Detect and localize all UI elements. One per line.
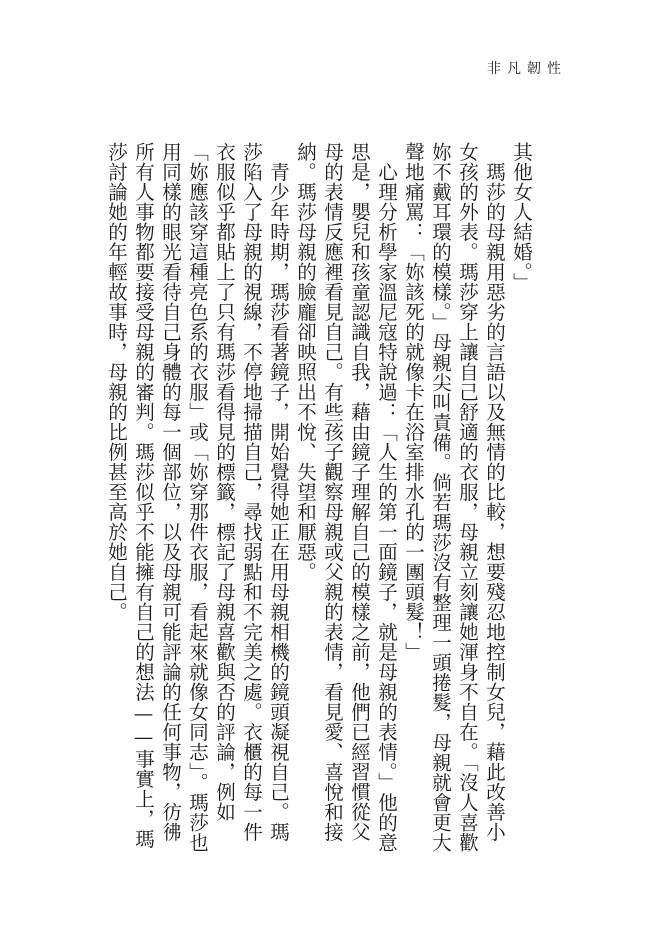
- paragraph-4: 青少年時期，瑪莎看著鏡子，開始覺得她正在用母親相機的鏡頭凝視自己。瑪莎陷入了母親的視線，不停地掃描自己，尋找弱點和不完美之處。衣櫃的每一件衣服似乎都貼上了只有瑪莎看得見的標籤，標記了母親喜歡與否的評論，例如「妳應該穿這種亮色系的衣服」或「妳穿那件衣服，看起來就像女同志」。瑪莎也用同樣的眼光看待自己身體的每一個部位，以及母親可能評論的任何事物，彷彿所有人事物都要接受母親的審判。瑪莎似乎不能擁有自己的想法——事實上，瑪莎討論她的年輕故事時，母親的比例甚至高於她自己。: [105, 142, 290, 853]
- running-header: 非凡韌性: [487, 61, 567, 77]
- body-text: [105, 142, 535, 854]
- paragraph-3: 心理分析學家溫尼寇特說過：「人生的第一面鏡子，就是母親的表情。」他的意思是，嬰兒和孩童認識自我，藉由鏡子理解自己的模樣之前，他們已經習慣從父母的表情反應裡看見自己。有些孩子觀察母親或父親的表情，看見愛、喜悅和接納。瑪莎母親的臉龐卻映照出不悅、失望和厭惡。: [294, 142, 398, 853]
- paragraph-2: 瑪莎的母親用惡劣的言語以及無情的比較，想要殘忍地控制女兒，藉此改善小女孩的外表。瑪莎穿上讓自己舒適的衣服，母親立刻讓她渾身不自在。「沒人喜歡妳不戴耳環的模樣。」母親尖叫責備。倘若瑪莎沒有整理一頭捲髮，母親就會更大聲地痛罵：「妳該死的就像卡在浴室排水孔的一團頭髮！」: [402, 142, 506, 853]
- paragraph-1: 其他女人結婚。」: [510, 142, 533, 293]
